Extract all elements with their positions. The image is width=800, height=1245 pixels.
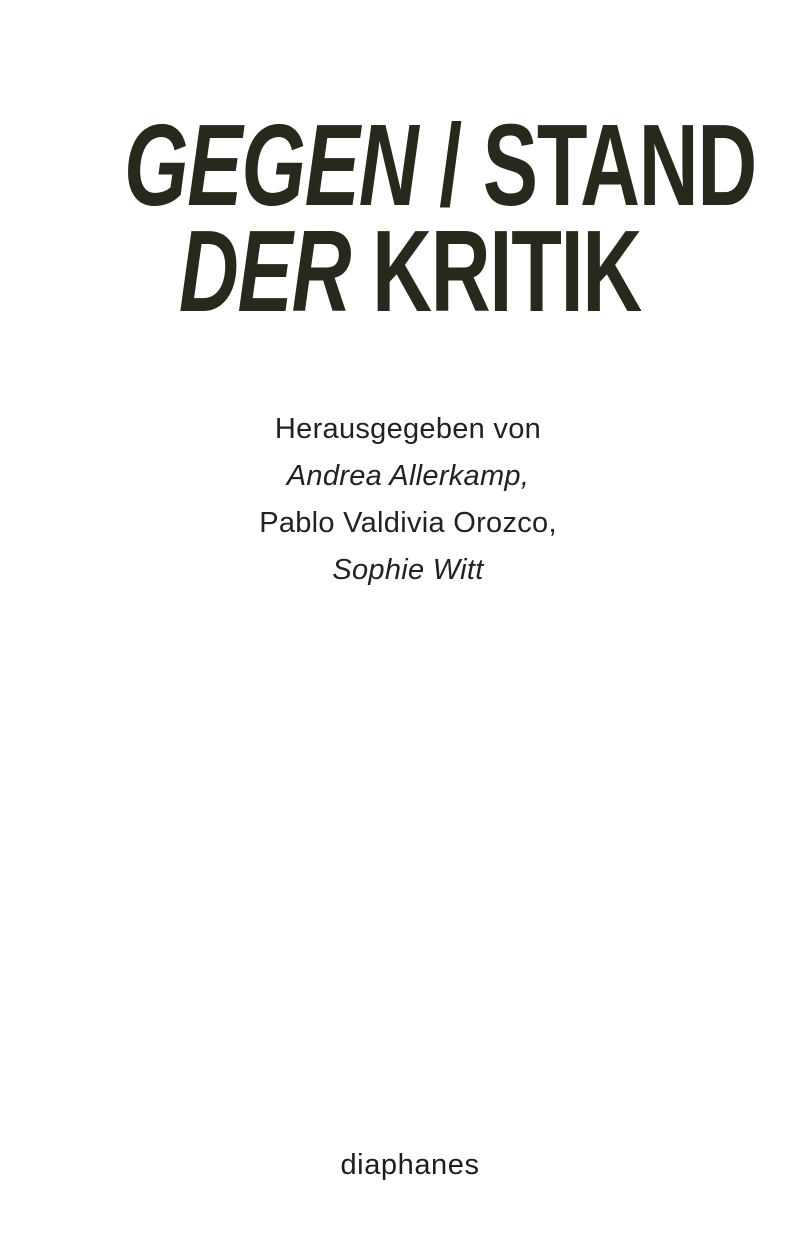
publisher-imprint — [10, 1148, 800, 1182]
title-word-der: DER — [178, 206, 351, 336]
editors-heading: Herausgegeben von — [274, 413, 542, 445]
editor-name-allerkamp: Andrea Allerkamp, — [286, 460, 530, 492]
title-word-gegen: GEGEN — [124, 100, 418, 230]
book-title — [10, 100, 800, 336]
title-line-1 — [124, 100, 757, 230]
title-word-stand: / STAND — [417, 100, 757, 230]
title-word-kritik: KRITIK — [350, 206, 642, 336]
publisher-name: diaphanes — [340, 1149, 480, 1181]
title-line-2 — [124, 206, 696, 336]
editor-name-valdivia-orozco: Pablo Valdivia Orozco, — [259, 507, 557, 539]
editor-name-witt: Sophie Witt — [332, 554, 484, 586]
editors-block — [8, 406, 800, 594]
